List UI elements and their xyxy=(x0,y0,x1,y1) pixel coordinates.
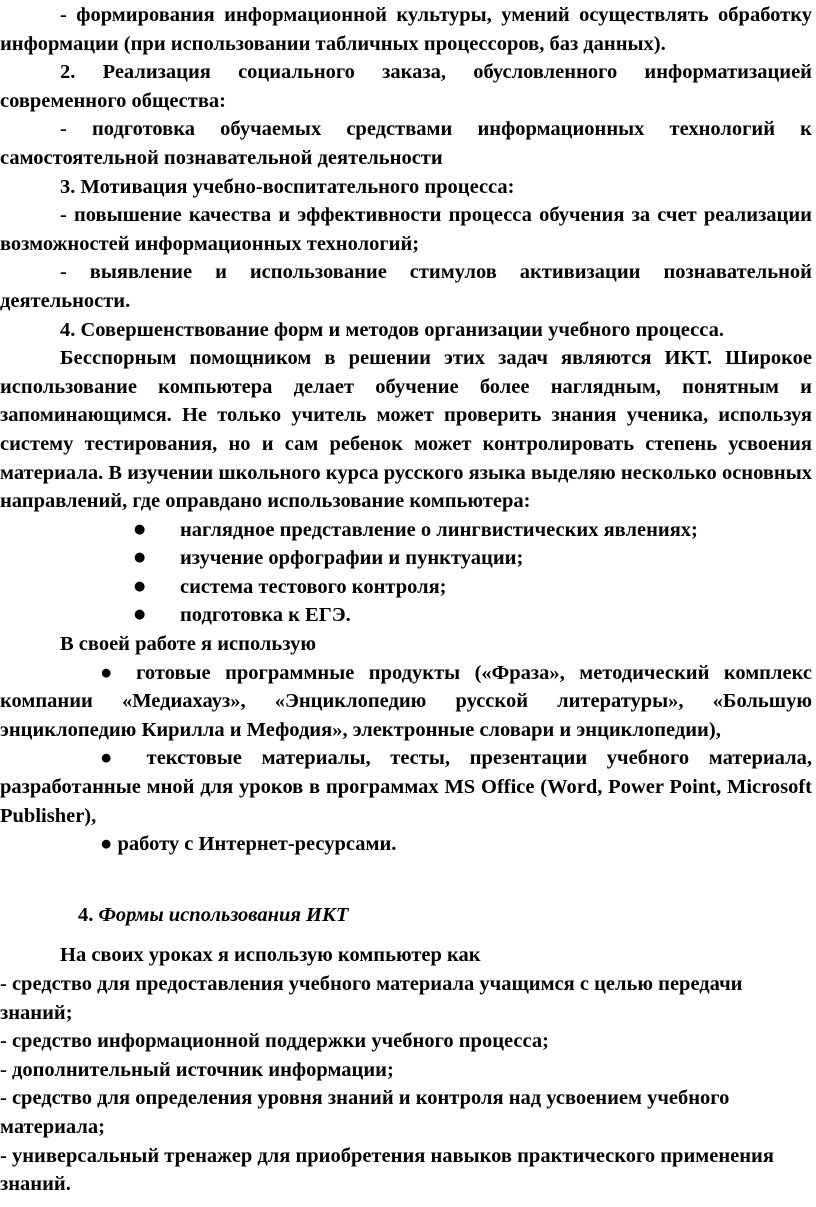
list-line: - средство для предоставления учебного материала учащимся с целью передачи знаний; xyxy=(0,973,743,1024)
paragraph-motivation: 3. Мотивация учебно-воспитательного процесса: xyxy=(60,175,515,198)
paragraph-info-culture: - формирования информационной культуры, умений осуществлять обработку информации (при использовании табличных процессоров, баз данных). xyxy=(0,4,812,55)
paragraph-ict-helper: Бесспорным помощником в решении этих задач являются ИКТ. Широкое использование компьютера делает обучение более наглядным, понятным и запоминающимся. Не только учитель может проверить знания ученика, используя систему тестирования, но и сам ребенок может контролировать степень усвоения материала. В изучении школьного курса русского языка выделяю несколько основных направлений, где оправдано использование компьютера: xyxy=(0,347,812,513)
bullet-icon: ● xyxy=(134,550,146,566)
paragraph-social-order: 2. Реализация социального заказа, обусловленного информатизацией современного общества: xyxy=(0,61,812,112)
heading-title: Формы использования ИКТ xyxy=(98,903,349,926)
paragraph-training: - подготовка обучаемых средствами информационных технологий к самостоятельной познавательной деятельности xyxy=(0,118,812,169)
paragraph-text-materials: ● текстовые материалы, тесты, презентации учебного материала, разработанные мной для уроков в программах MS Office (Word, Power Point, Microsoft Publisher), xyxy=(0,747,812,827)
list-item: ● изучение орфографии и пунктуации; xyxy=(0,544,812,573)
bullet-icon: ● xyxy=(134,521,146,537)
document-page xyxy=(0,1,812,1199)
list-item: ● подготовка к ЕГЭ. xyxy=(0,601,812,630)
list-line: - средство информационной поддержки учебного процесса; xyxy=(0,1030,549,1053)
list-item: ● наглядное представление о лингвистических явлениях; xyxy=(0,516,812,545)
list-line: - универсальный тренажер для приобретения навыков практического применения знаний. xyxy=(0,1144,774,1196)
section-heading xyxy=(0,901,812,930)
list-line: - дополнительный источник информации; xyxy=(0,1058,394,1081)
bullet-icon: ● xyxy=(134,607,146,623)
paragraph-my-work: В своей работе я использую xyxy=(60,633,316,656)
list-line: - средство для определения уровня знаний и контроля над усвоением учебного материала; xyxy=(0,1087,730,1138)
directions-list xyxy=(0,516,812,630)
paragraph-computer-as: На своих уроках я использую компьютер как xyxy=(60,944,481,967)
list-item: ● система тестового контроля; xyxy=(0,573,812,602)
paragraph-internet: ● работу с Интернет-ресурсами. xyxy=(100,833,397,856)
paragraph-quality: - повышение качества и эффективности процесса обучения за счет реализации возможностей информационных технологий; xyxy=(0,204,812,255)
paragraph-stimuli: - выявление и использование стимулов активизации познавательной деятельности. xyxy=(0,261,812,312)
paragraph-improvement: 4. Совершенствование форм и методов организации учебного процесса. xyxy=(60,318,724,341)
paragraph-software: ● готовые программные продукты («Фраза», методический комплекс компании «Медиахауз», «Энциклопедию русской литературы», «Большую энциклопедию Кирилла и Мефодия», электронные словари и энциклопедии), xyxy=(0,661,812,741)
bullet-icon: ● xyxy=(134,578,146,594)
spacer xyxy=(0,859,812,887)
heading-number: 4. xyxy=(78,903,94,926)
